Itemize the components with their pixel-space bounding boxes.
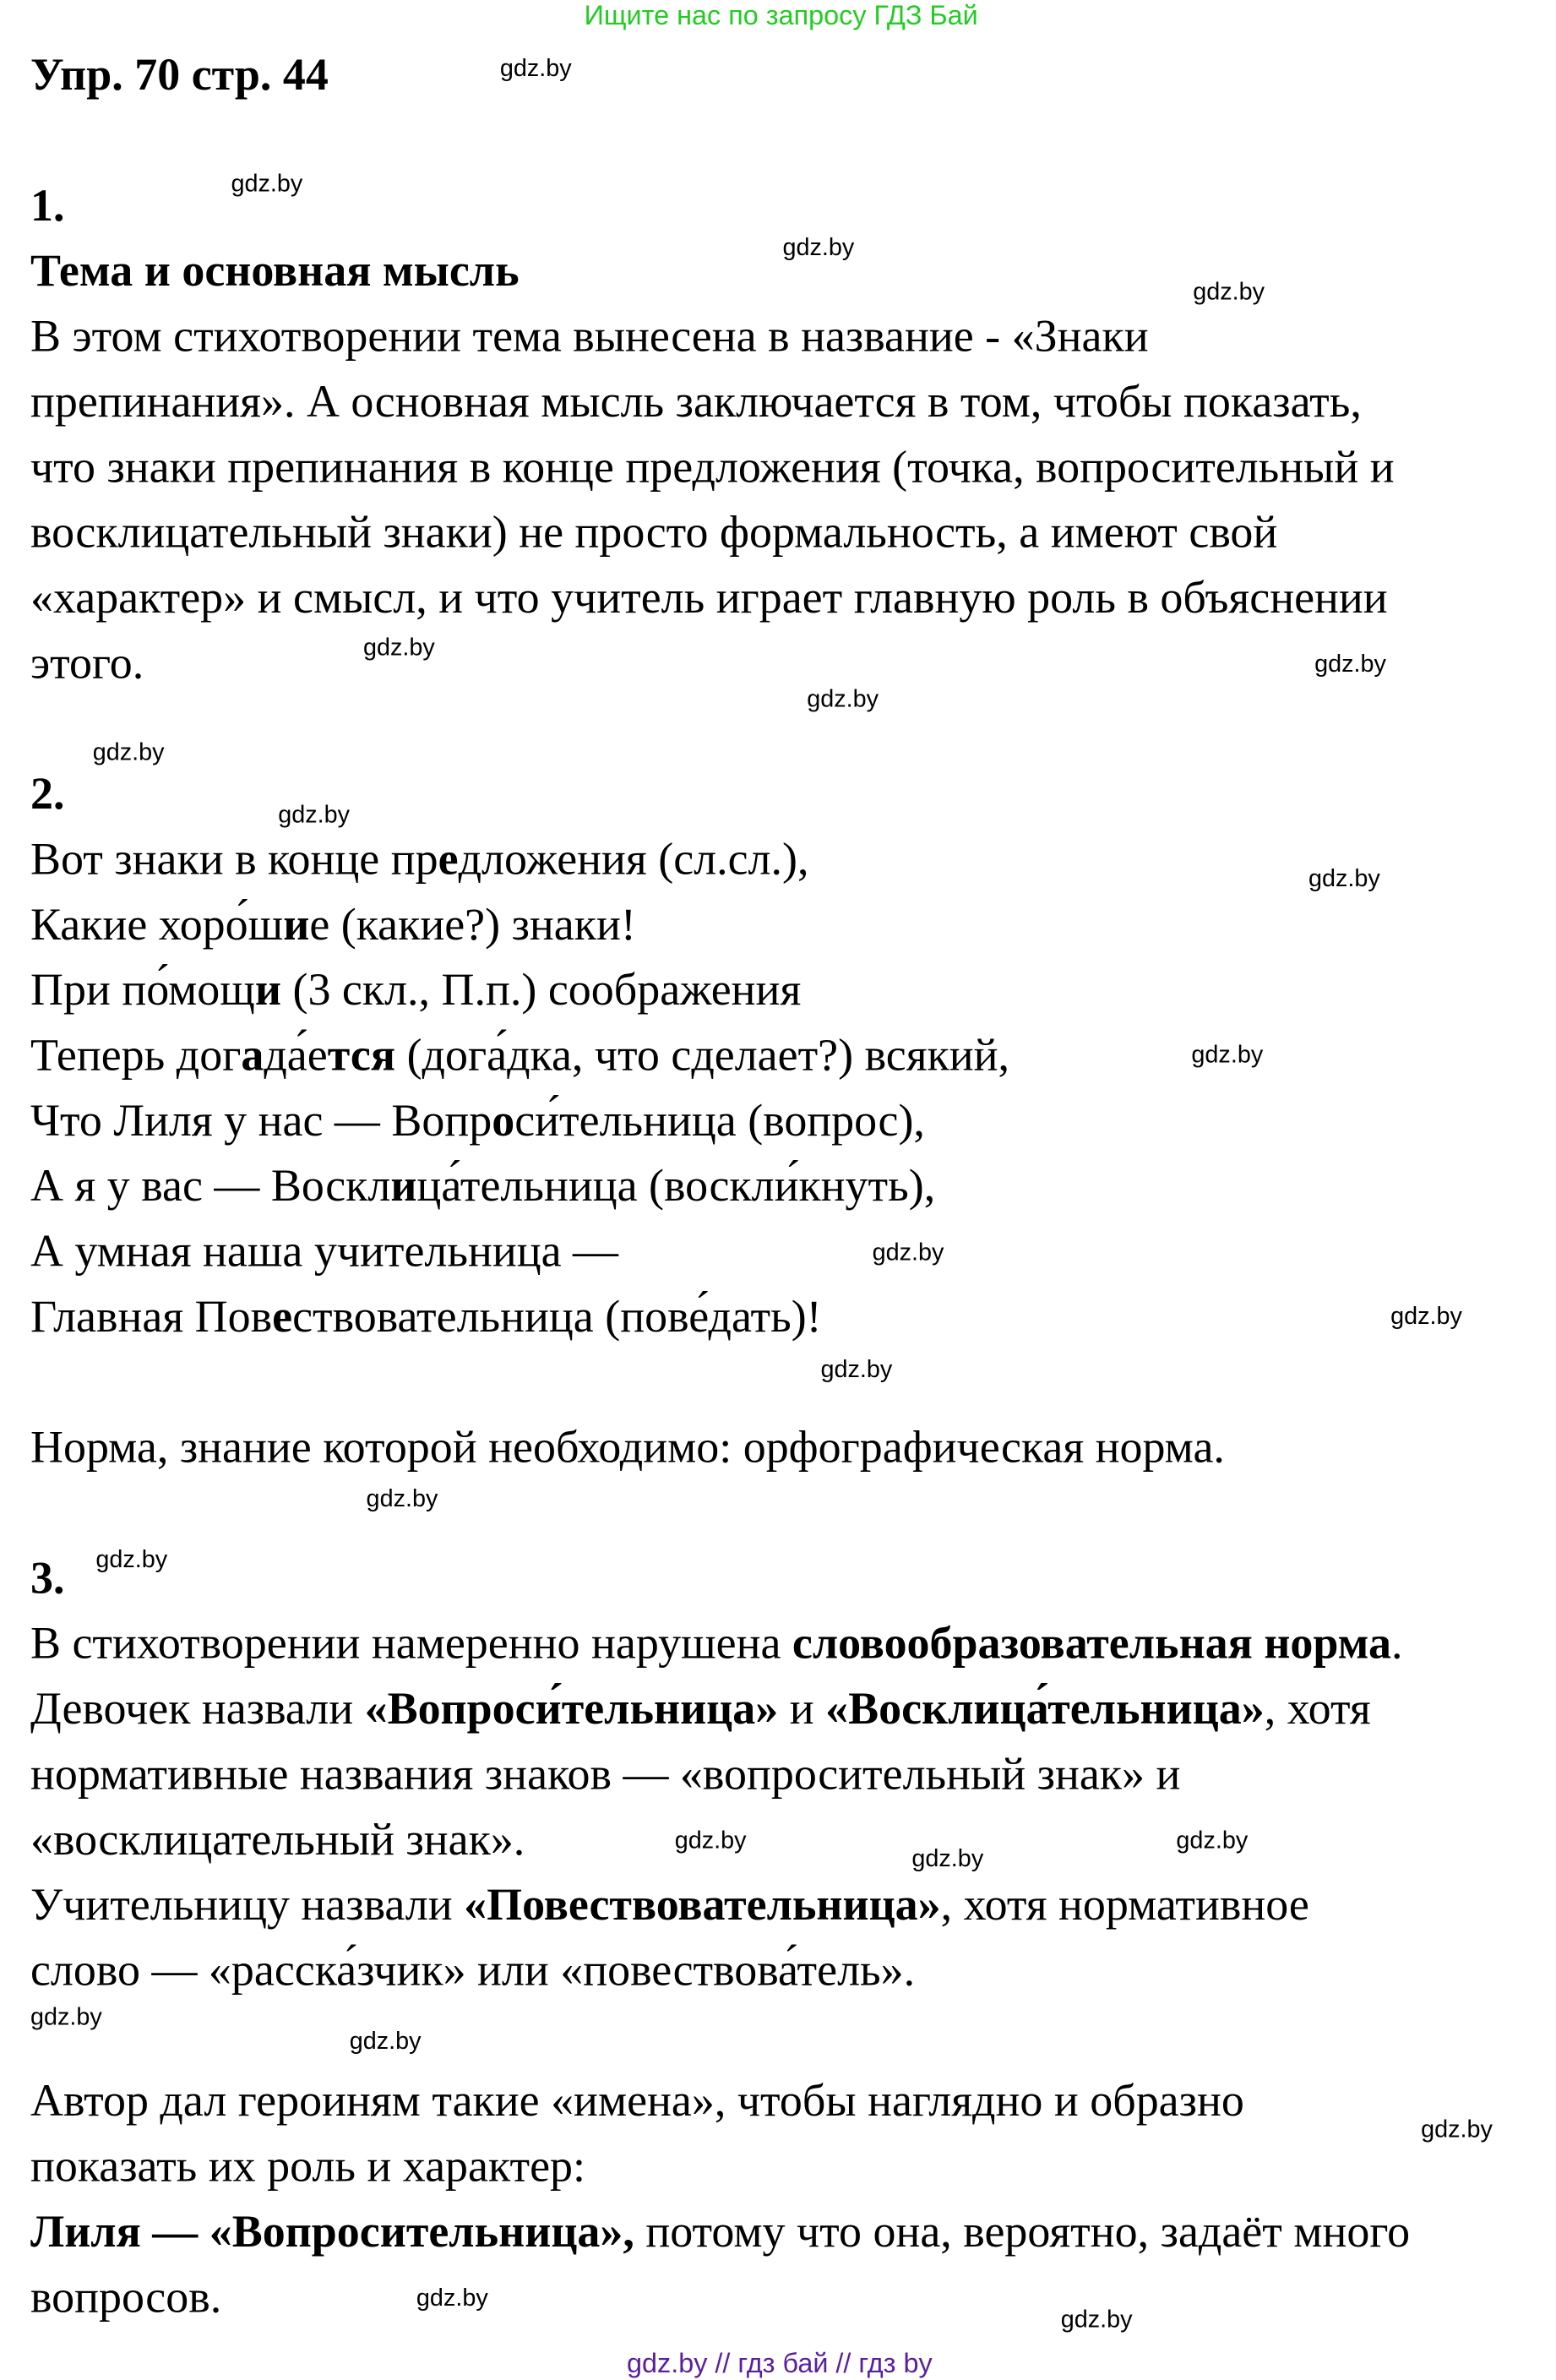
text-line bbox=[30, 1096, 925, 1147]
section-number bbox=[30, 181, 64, 232]
bold-text-segment: «Повествовательница» bbox=[464, 1880, 941, 1931]
bold-text-segment: и bbox=[254, 965, 281, 1016]
text-line bbox=[30, 1423, 1225, 1474]
search-banner[interactable]: Ищите нас по запросу ГДЗ Бай bbox=[584, 0, 978, 30]
text-segment: е (какие?) знаки! bbox=[309, 900, 636, 950]
text-segment: Главная Пов bbox=[30, 1292, 273, 1342]
text-segment: (3 скл., П.п.) соображения bbox=[280, 965, 802, 1016]
text-line bbox=[30, 312, 1149, 363]
page-title bbox=[30, 50, 329, 101]
watermark: gdz.by bbox=[1176, 1828, 1249, 1854]
text-segment: потому что она, вероятно, задаёт много bbox=[634, 2207, 1411, 2257]
watermark: gdz.by bbox=[911, 1846, 984, 1873]
bold-text-segment: и bbox=[283, 900, 310, 950]
watermark: gdz.by bbox=[1193, 280, 1265, 306]
text-segment: «характер» и смысл, и что учитель играет главную роль в объяснении bbox=[30, 573, 1388, 624]
text-line bbox=[30, 1161, 935, 1212]
watermark: gdz.by bbox=[366, 1486, 438, 1513]
text-segment: ствовательница (пове́дать)! bbox=[292, 1292, 822, 1342]
watermark: gdz.by bbox=[499, 56, 572, 83]
watermark: gdz.by bbox=[674, 1828, 747, 1854]
watermark: gdz.by bbox=[807, 687, 879, 713]
text-line bbox=[30, 965, 801, 1016]
text-line bbox=[30, 246, 520, 297]
section-number bbox=[30, 1554, 64, 1605]
text-line bbox=[30, 1684, 1371, 1735]
bold-text-segment: и bbox=[390, 1161, 417, 1212]
text-line bbox=[30, 1815, 525, 1866]
bold-text-segment: 1. bbox=[30, 181, 65, 231]
bold-text-segment: о bbox=[492, 1096, 515, 1146]
text-segment: да́е bbox=[264, 1030, 328, 1081]
bold-text-segment: 3. bbox=[30, 1553, 65, 1604]
text-segment: (дога́дка, что сделает?) всякий, bbox=[395, 1030, 1010, 1081]
watermark: gdz.by bbox=[1421, 2117, 1493, 2143]
text-segment: препинания». А основная мысль заключается в том, чтобы показать, bbox=[30, 377, 1362, 428]
text-segment: А я у вас — Воскл bbox=[30, 1161, 391, 1212]
text-segment: ца́тельница (воскли́кнуть), bbox=[416, 1161, 936, 1212]
text-line bbox=[30, 835, 808, 886]
text-segment: При по́мощ bbox=[30, 965, 255, 1016]
bold-text-segment: е bbox=[438, 834, 459, 885]
text-line bbox=[30, 2076, 1244, 2127]
text-segment: что знаки препинания в конце предложения (точка, вопросительный и bbox=[30, 442, 1395, 493]
text-segment: , хотя нормативное bbox=[940, 1880, 1309, 1931]
text-line bbox=[30, 508, 1277, 559]
text-segment: Вот знаки в конце пр bbox=[30, 834, 438, 885]
text-segment: нормативные названия знаков — «вопросительный знак» и bbox=[30, 1749, 1181, 1800]
text-line bbox=[30, 1946, 915, 1997]
text-line bbox=[30, 1031, 1009, 1082]
text-segment: Автор дал героиням такие «имена», чтобы наглядно и образно bbox=[30, 2076, 1244, 2127]
bold-text-segment: а bbox=[241, 1030, 264, 1081]
watermark: gdz.by bbox=[362, 634, 435, 662]
text-line bbox=[30, 2273, 221, 2324]
text-line bbox=[30, 1880, 1309, 1931]
text-segment: показать их роль и характер: bbox=[30, 2141, 586, 2192]
text-line bbox=[30, 2142, 585, 2193]
text-segment: и bbox=[778, 1684, 826, 1735]
watermark: gdz.by bbox=[231, 172, 303, 198]
text-segment: Теперь дог bbox=[30, 1030, 242, 1081]
watermark: gdz.by bbox=[1308, 866, 1380, 893]
text-segment: этого. bbox=[30, 638, 144, 689]
text-segment: , хотя bbox=[1264, 1684, 1371, 1735]
text-segment: вопросов. bbox=[30, 2272, 222, 2323]
text-segment: дложения (сл.сл.), bbox=[458, 834, 809, 885]
text-line bbox=[30, 2207, 1410, 2258]
text-line bbox=[30, 1292, 822, 1343]
footer-links[interactable]: gdz.by // гдз бай // гдз by bbox=[627, 2348, 933, 2379]
text-segment: . bbox=[1391, 1618, 1403, 1669]
text-line bbox=[30, 1227, 618, 1278]
text-segment: восклицательный знаки) не просто формальность, а имеют свой bbox=[30, 507, 1278, 558]
watermark: gdz.by bbox=[30, 2004, 102, 2031]
bold-text-segment: Лиля — «Вопросительница», bbox=[30, 2207, 634, 2257]
watermark: gdz.by bbox=[872, 1239, 944, 1266]
text-segment: слово — «расска́зчик» или «повествова́тель». bbox=[30, 1945, 916, 1996]
watermark: gdz.by bbox=[92, 740, 165, 766]
watermark: gdz.by bbox=[1060, 2306, 1133, 2334]
section-number bbox=[30, 769, 64, 820]
watermark: gdz.by bbox=[278, 802, 351, 829]
watermark: gdz.by bbox=[1191, 1043, 1264, 1069]
bold-text-segment: е bbox=[272, 1292, 293, 1342]
bold-text-segment: словообразовательная норма bbox=[792, 1618, 1392, 1669]
watermark: gdz.by bbox=[349, 2029, 422, 2056]
watermark: gdz.by bbox=[820, 1357, 893, 1384]
watermark: gdz.by bbox=[782, 235, 855, 262]
text-segment: В этом стихотворении тема вынесена в название - «Знаки bbox=[30, 311, 1149, 362]
text-line bbox=[30, 443, 1395, 494]
text-segment: Норма, знание которой необходимо: орфографическая норма. bbox=[30, 1422, 1225, 1473]
watermark: gdz.by bbox=[1314, 651, 1386, 678]
text-segment: Учительницу назвали bbox=[30, 1880, 465, 1931]
bold-text-segment: «Вопроси́тельница» bbox=[364, 1684, 779, 1735]
watermark: gdz.by bbox=[1390, 1304, 1462, 1331]
text-segment: «восклицательный знак». bbox=[30, 1815, 525, 1865]
watermark: gdz.by bbox=[416, 2285, 488, 2312]
text-line bbox=[30, 639, 144, 690]
text-segment: Девочек назвали bbox=[30, 1684, 365, 1735]
text-segment: А умная наша учительница — bbox=[30, 1226, 619, 1277]
watermark: gdz.by bbox=[95, 1547, 168, 1573]
text-line bbox=[30, 1619, 1403, 1670]
bold-text-segment: Упр. 70 стр. 44 bbox=[30, 50, 329, 101]
text-segment: Какие хоро́ш bbox=[30, 900, 284, 950]
text-line bbox=[30, 1750, 1180, 1801]
text-line bbox=[30, 573, 1388, 624]
bold-text-segment: 2. bbox=[30, 769, 65, 820]
text-line bbox=[30, 377, 1362, 428]
bold-text-segment: «Восклица́тельница» bbox=[825, 1684, 1265, 1735]
text-segment: си́тельница (вопрос), bbox=[514, 1096, 925, 1146]
text-line bbox=[30, 900, 636, 951]
bold-text-segment: тся bbox=[327, 1030, 396, 1081]
text-segment: В стихотворении намеренно нарушена bbox=[30, 1618, 792, 1669]
text-segment: Что Лиля у нас — Вопр bbox=[30, 1096, 492, 1146]
bold-text-segment: Тема и основная мысль bbox=[30, 246, 520, 297]
